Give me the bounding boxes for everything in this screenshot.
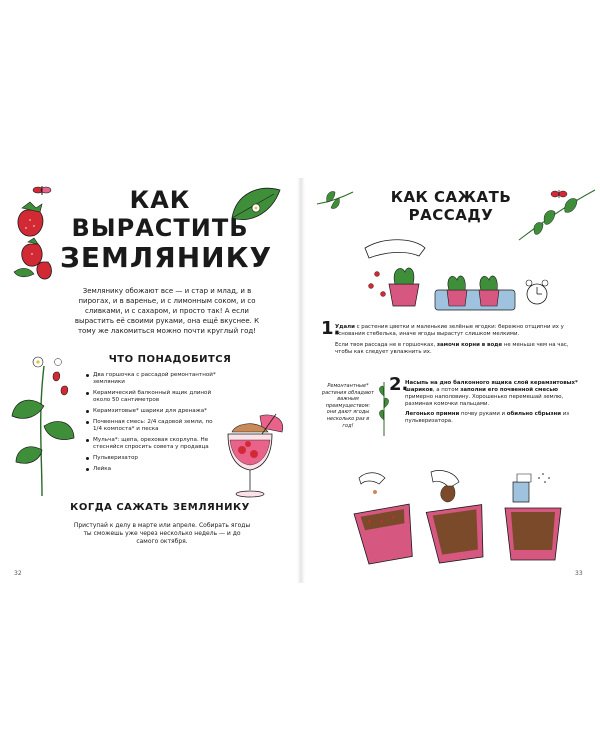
step1-text [335,324,585,360]
step2-h: из пульверизатора. [405,411,570,424]
when-paragraph: Приступай к делу в марте или апреле. Собирать ягоды ты сможешь уже через несколько недель — и до самого октября. [73,522,251,545]
right-page-title: КАК САЖАТЬ РАССАДУ [390,188,512,224]
step1-p2-bold: замочи корни в воде [436,342,503,348]
strawberry-plant-illustration [8,346,78,496]
title-line-3: ЗЕМЛЯНИКУ [60,241,273,274]
step2-g: обильно сбрызни [506,411,562,417]
list-item: Почвенная смесь: 2/4 садовой земли, по 1/4 компоста* и песка [86,419,222,433]
step1-p2-text: не меньше чем на час, чтобы как следует увлажнить их. [335,342,569,355]
step2-f: почву руками и [459,411,507,417]
step1-paragraph-2 [335,342,585,356]
alarm-clock-icon [526,280,548,304]
list-item: Два горшочка с рассадой ремонтантной* земляники [86,372,222,386]
step2-d: примерно наполовину. Хорошенько перемешай землю, разминая комочки пальцами. [405,394,564,407]
intro-paragraph: Землянику обожают все — и стар и млад, и в пирогах, и в варенье, и с лимонным соком, и со сливками, и с сахаром, и просто так! А если вырастить её своими руками, она ещё вкуснее. К тому же лакомиться можно почти круглый год! [74,287,260,335]
book-gutter [297,178,305,583]
step2-number: 2. [389,374,409,395]
step1-illustration [355,228,555,318]
step1-p2-start: Если твоя рассада не в горшочках, [335,342,437,348]
spray-bottle-icon [513,473,550,502]
needs-heading: ЧТО ПОНАДОБИТСЯ [108,354,232,365]
list-item: Керамзитовые* шарики для дренажа* [86,408,222,415]
right-page [305,178,600,583]
needs-list [86,372,222,476]
list-item: Мульча*: щепа, ореховая скорлупа. Не стесняйся спросить совета у продавца [86,437,222,451]
page-number-right: 33 [575,570,583,577]
step2-b: , а потом [432,387,461,393]
step2-text [405,380,585,428]
page-number-left: 32 [14,570,22,577]
side-note: Ремонтантные* растения обладают важным преимуществом: они дают ягоды несколько раз в год! [321,383,375,429]
page-title [60,186,273,274]
title-line-2: ВЫРАСТИТЬ [71,214,249,242]
list-item: Пульверизатор [86,455,222,462]
when-heading: КОГДА САЖАТЬ ЗЕМЛЯНИКУ [70,502,250,513]
step2-e: Легонько примни [405,411,460,417]
step1-paragraph-1 [335,324,585,338]
list-item: Лейка [86,466,222,473]
step1-bold: Удали [335,324,355,330]
book-spread [0,178,600,583]
step1-p1-text: с растения цветки и маленькие зелёные ягодки: бережно отщипни их у основания стебелька, иначе ягоды вырастут слишком мелкими. [335,324,564,337]
step2-c: заполни его почвенной смесью [460,387,558,393]
step1-number: 1. [321,318,341,339]
butterfly-icon [551,190,567,198]
sprig-illustration-left [315,184,355,214]
butterfly-icon [33,186,51,195]
left-page [0,178,297,583]
step2-paragraph-2 [405,411,585,425]
list-item: Керамический балконный ящик длиной около 50 сантиметров [86,390,222,404]
strawberry-sundae-illustration [216,410,290,502]
title-line-1: КАК [129,186,191,214]
step2-a: Насыпь на дно балконного ящика слой керамзитовых* шариков [405,380,578,393]
balcony-boxes-illustration [349,468,589,568]
step2-paragraph-1 [405,380,585,408]
